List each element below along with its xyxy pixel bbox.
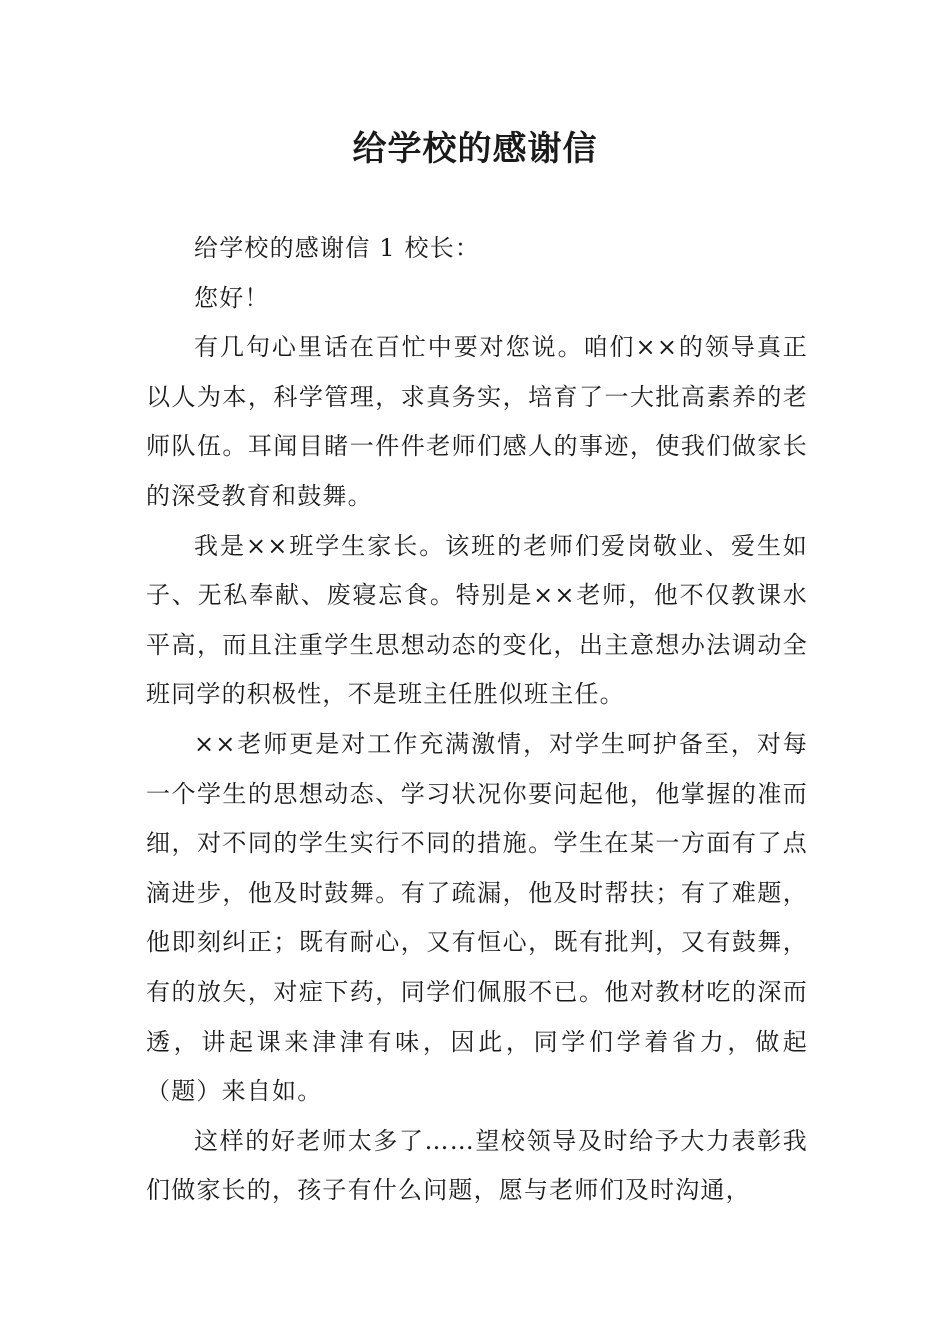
greeting-line: 您好！ [194, 283, 270, 312]
body-paragraph: 有几句心里话在百忙中要对您说。咱们××的领导真正以人为本，科学管理，求真务实，培育了一大批高素养的老师队伍。耳闻目睹一件件老师们感人的事迹，使我们做家长的深受教育和鼓舞。 [146, 333, 808, 510]
body-paragraph: ××老师更是对工作充满激情，对学生呵护备至，对每一个学生的思想动态、学习状况你要问起他，他掌握的准而细，对不同的学生实行不同的措施。学生在某一方面有了点滴进步，他及时鼓舞。有了疏漏，他及时帮扶；有了难题，他即刻纠正；既有耐心，又有恒心，既有批判，又有鼓舞，有的放矢，对症下药，同学们佩服不已。他对教材吃的深而透，讲起课来津津有味，因此，同学们学着省力，做起（题）来自如。 [146, 729, 808, 1106]
body-paragraph: 这样的好老师太多了……望校领导及时给予大力表彰我们做家长的，孩子有什么问题，愿与老师们及时沟通， [146, 1126, 808, 1205]
document-title: 给学校的感谢信 [352, 129, 598, 169]
salutation-line: 给学校的感谢信 1 校长： [194, 234, 481, 262]
document-body [146, 224, 808, 1216]
body-paragraph: 我是××班学生家长。该班的老师们爱岗敬业、爱生如子、无私奉献、废寝忘食。特别是××老师，他不仅教课水平高，而且注重学生思想动态的变化，出主意想办法调动全班同学的积极性，不是班主任胜似班主任。 [146, 531, 808, 709]
